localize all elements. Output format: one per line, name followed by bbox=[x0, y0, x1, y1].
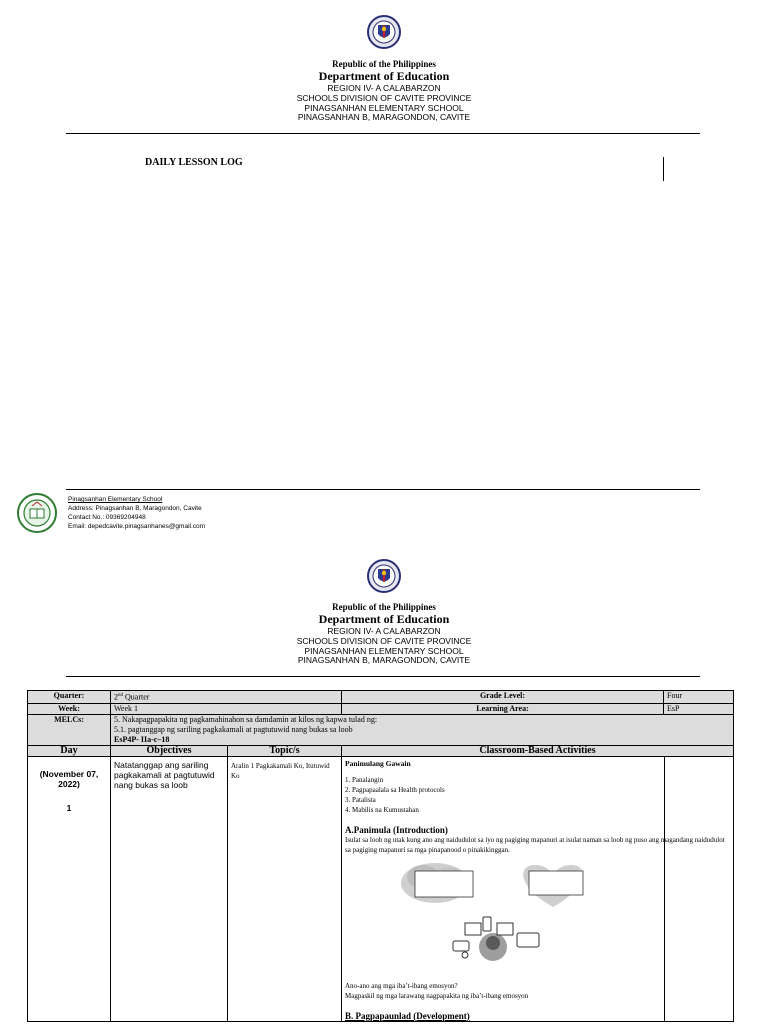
activity-list bbox=[345, 775, 730, 815]
week-row bbox=[28, 703, 734, 714]
topic-cell: Aralin 1 Pagkakamali Ko, Itutuwid Ko bbox=[228, 756, 342, 1021]
school-address-text: PINAGSANHAN B, MARAGONDON, CAVITE bbox=[297, 655, 471, 666]
school-logo-icon bbox=[17, 493, 57, 533]
activities-heading: Panimulang Gawain bbox=[345, 758, 411, 768]
grade-label: Grade Level: bbox=[342, 691, 664, 704]
header-divider bbox=[66, 133, 700, 134]
republic-text: Republic of the Philippines bbox=[332, 59, 436, 69]
col-activities: Classroom-Based Activities bbox=[342, 745, 734, 756]
area-label: Learning Area: bbox=[342, 703, 664, 714]
brain-heart-illustration-icon bbox=[345, 859, 595, 979]
emotion-illustration bbox=[345, 859, 730, 979]
activity-item: 4. Mabilis na Kumustahan bbox=[345, 805, 419, 814]
republic-text: Republic of the Philippines bbox=[332, 602, 436, 612]
col-objectives: Objectives bbox=[111, 745, 228, 756]
col-topics: Topic/s bbox=[228, 745, 342, 756]
activities-cell bbox=[342, 756, 734, 1021]
division-text: SCHOOLS DIVISION OF CAVITE PROVINCE bbox=[296, 635, 472, 646]
letterhead-page2 bbox=[0, 602, 768, 666]
deped-seal-icon bbox=[367, 12, 401, 52]
area-value: EsP bbox=[664, 703, 734, 714]
text-cursor-line bbox=[663, 157, 664, 181]
header-divider-page2 bbox=[66, 676, 700, 677]
letterhead bbox=[0, 59, 768, 123]
grade-value: Four bbox=[664, 691, 734, 704]
day-number: 1 bbox=[66, 802, 72, 813]
activity-item: 3. Patalista bbox=[345, 795, 376, 804]
week-label: Week: bbox=[28, 703, 111, 714]
melcs-code: EsP4P- IIa-c–18 bbox=[114, 734, 170, 744]
column-header-row bbox=[28, 745, 734, 756]
day-cell bbox=[28, 756, 111, 1021]
footer-address: Address: Pinagsanhan B, Maragondon, Cavite bbox=[68, 505, 202, 512]
day-1-row bbox=[28, 756, 734, 1021]
footer-divider bbox=[66, 489, 700, 490]
melcs-line-1: 5. Nakapagpapakita ng pagkamahinahon sa damdamin at kilos ng kapwa tulad ng: bbox=[114, 714, 378, 724]
department-text: Department of Education bbox=[318, 612, 450, 627]
melcs-row bbox=[28, 714, 734, 745]
week-value: Week 1 bbox=[111, 703, 342, 714]
page-title: DAILY LESSON LOG bbox=[145, 157, 243, 168]
footer-contact bbox=[68, 495, 205, 531]
objective-cell: Natatanggap ang sariling pagkakamali at pagtutuwid nang bukas sa loob bbox=[111, 756, 228, 1021]
school-text: PINAGSANHAN ELEMENTARY SCHOOL bbox=[304, 102, 464, 113]
melcs-line-2: 5.1. pagtanggap ng sariling pagkakamali at pagtutuwid nang bukas sa loob bbox=[114, 724, 353, 734]
section-b-heading: B. Pagpapaunlad (Development) bbox=[345, 1010, 470, 1021]
school-address-text: PINAGSANHAN B, MARAGONDON, CAVITE bbox=[297, 112, 471, 123]
lesson-log-table bbox=[27, 690, 734, 1022]
section-a-text: Isulat sa loob ng utak kung ano ang naidudulot sa iyo ng pagiging mapanuri at isulat naman sa loob ng puso ang magandang naidudulot sa pagiging mapanuri sa mga pinapanood o pinakikinggan. bbox=[345, 835, 725, 854]
col-day: Day bbox=[28, 745, 111, 756]
region-text: REGION IV- A CALABARZON bbox=[327, 626, 441, 637]
department-text: Department of Education bbox=[318, 69, 450, 84]
section-a-heading: A.Panimula (Introduction) bbox=[345, 824, 448, 835]
instruction-text: Magpaskil ng mga larawang nagpapakita ng iba’t-ibang emosyon bbox=[345, 991, 529, 1000]
question-text: Ano-ano ang mga iba’t-ibang emosyon? bbox=[345, 981, 458, 990]
division-text: SCHOOLS DIVISION OF CAVITE PROVINCE bbox=[296, 92, 472, 103]
quarter-row bbox=[28, 691, 734, 704]
footer-email: Email: depedcavite.pinagsanhanes@gmail.com bbox=[68, 523, 206, 530]
activity-item: 2. Pagpapaalala sa Health protocols bbox=[345, 785, 445, 794]
quarter-label: Quarter: bbox=[28, 691, 111, 704]
melcs-value bbox=[111, 714, 734, 745]
region-text: REGION IV- A CALABARZON bbox=[327, 83, 441, 94]
day-date: (November 07, 2022) bbox=[39, 768, 99, 789]
activity-item: 1. Panalangin bbox=[345, 775, 384, 784]
footer-contact-number: Contact No.: 09369204948 bbox=[68, 514, 146, 521]
footer-school: Pinagsanhan Elementary School bbox=[68, 496, 163, 503]
melcs-label: MELCs: bbox=[28, 714, 111, 745]
deped-seal-icon-page2 bbox=[367, 556, 401, 596]
school-text: PINAGSANHAN ELEMENTARY SCHOOL bbox=[304, 645, 464, 656]
quarter-value: 2nd Quarter bbox=[111, 691, 342, 704]
